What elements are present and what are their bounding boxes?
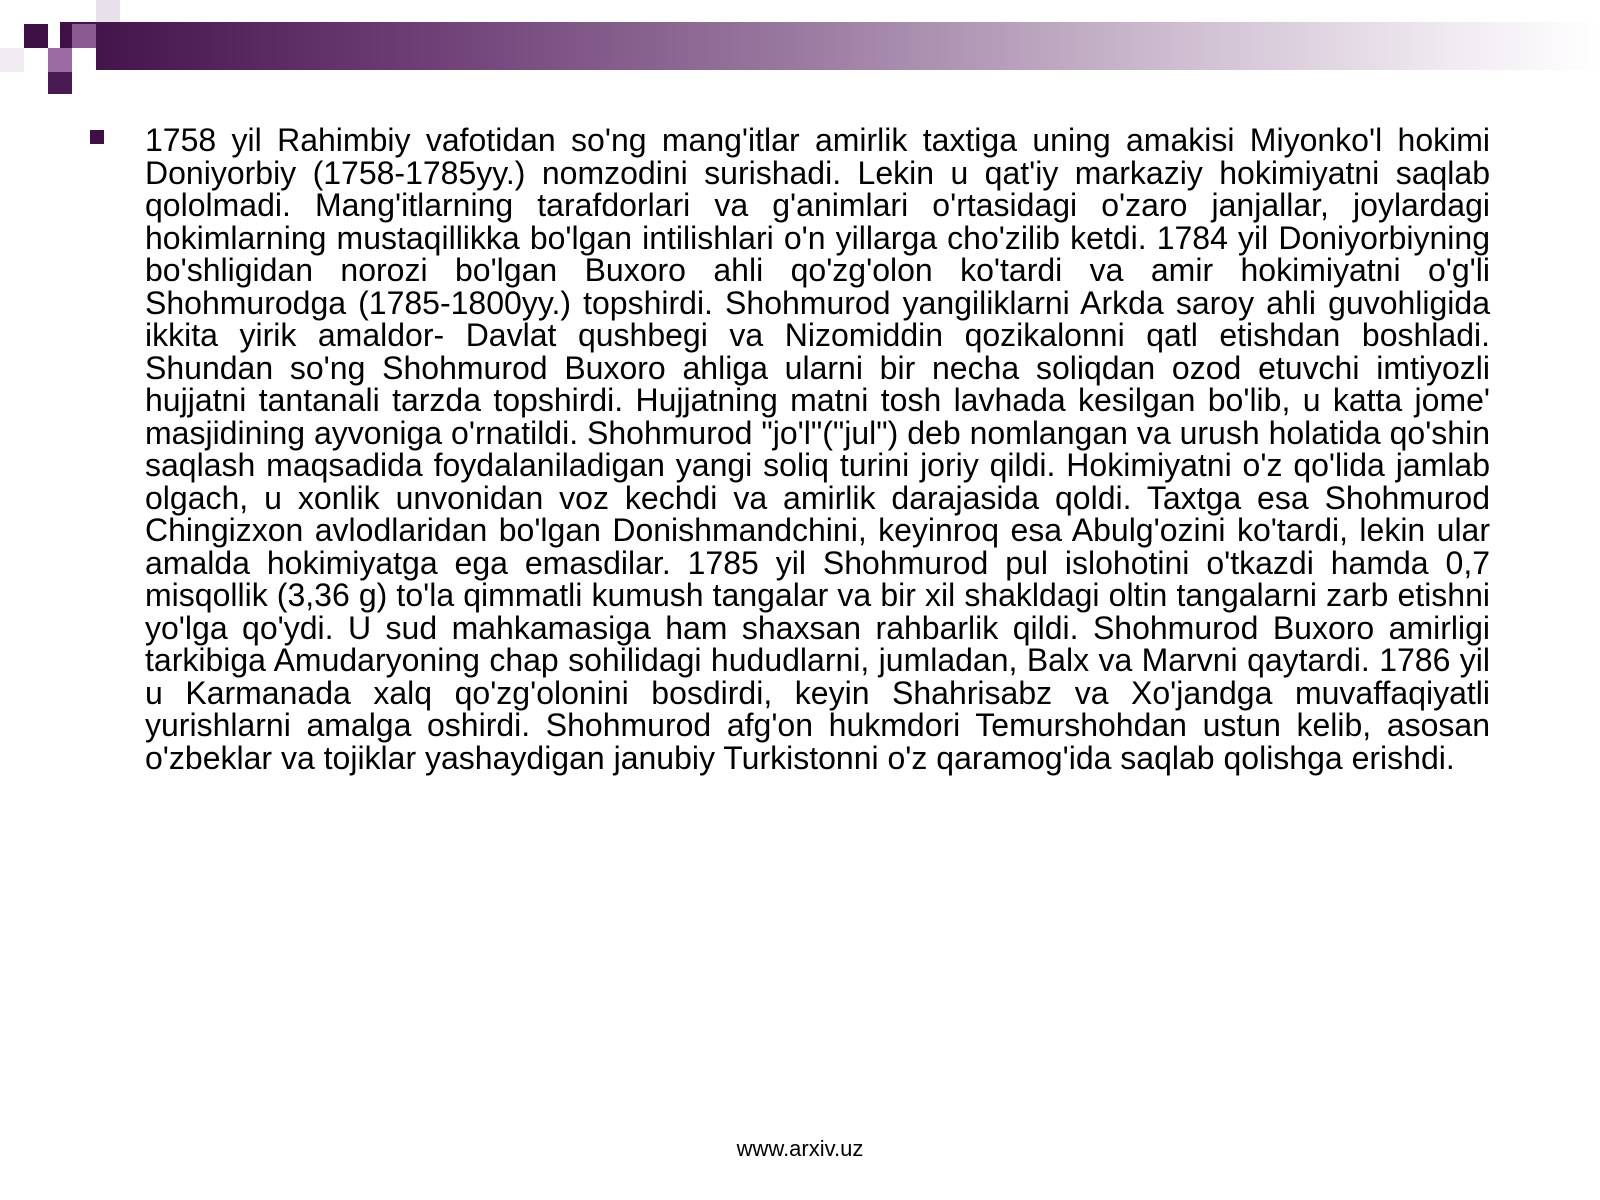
slide-body bbox=[90, 124, 1490, 806]
footer-url: www.arxiv.uz bbox=[736, 1136, 864, 1161]
decor-square bbox=[0, 48, 24, 72]
body-paragraph: 1758 yil Rahimbiy vafotidan so'ng mang'itlar amirlik taxtiga uning amakisi Miyonko'l hokimi Doniyorbiy (1758-1785yy.) nomzodini surishadi. Lekin u qat'iy markaziy hokimiyatni saqlab qololmadi. Mang'itlarning tarafdorlari va g'animlari o'rtasidagi o'zaro janjallar, joylardagi hokimlarning mustaqillikka bo'lgan intilishlari o'n yillarga cho'zilib ketdi. 1784 yil Doniyorbiyning bo'shligidan norozi bo'lgan Buxoro ahli qo'zg'olon ko'tardi va amir hokimiyatni o'g'li Shohmurodga (1785-1800yy.) topshirdi. Shohmurod yangiliklarni Arkda saroy ahli guvohligida ikkita yirik amaldor- Davlat qushbegi va Nizomiddin qozikalonni qatl etishdan boshladi. Shundan so'ng Shohmurod Buxoro ahliga ularni bir necha soliqdan ozod etuvchi imtiyozli hujjatni tantanali tarzda topshirdi. Hujjatning matni tosh lavhada kesilgan bo'lib, u katta jome' masjidining ayvoniga o'rnatildi. Shohmurod "jo'l"("jul") deb nomlangan va urush holatida qo'shin saqlash maqsadida foydalaniladigan yangi soliq turini joriy qildi. Hokimiyatni o'z qo'lida jamlab olgach, u xonlik unvonidan voz kechdi va amirlik darajasida qoldi. Taxtga esa Shohmurod Chingizxon avlodlaridan bo'lgan Donishmandchini, keyinroq esa Abulg'ozini ko'tardi, lekin ular amalda hokimiyatga ega emasdilar. 1785 yil Shohmurod pul islohotini o'tkazdi hamda 0,7 misqollik (3,36 g) to'la qimmatli kumush tangalar va bir xil shakldagi oltin tangalarni zarb etishni yo'lga qo'ydi. U sud mahkamasiga ham shaxsan rahbarlik qildi. Shohmurod Buxoro amirligi tarkibiga Amudaryoning chap sohilidagi hududlarni, jumladan, Balx va Marvni qaytardi. 1786 yil u Karmanada xalq qo'zg'olonini bosdirdi, keyin Shahrisabz va Xo'jandga muvaffaqiyatli yurishlarni amalga oshirdi. Shohmurod afg'on hukmdori Temurshohdan ustun kelib, asosan o'zbeklar va tojiklar yashaydigan janubiy Turkistonni o'z qaramog'ida saqlab qolishga erishdi. bbox=[145, 122, 1490, 776]
decor-square bbox=[72, 48, 96, 72]
bullet-square-icon bbox=[90, 130, 104, 144]
decor-square bbox=[72, 24, 96, 48]
decor-square bbox=[0, 0, 24, 24]
decor-square bbox=[24, 24, 48, 48]
decor-square bbox=[48, 72, 72, 94]
decor-square bbox=[96, 0, 120, 22]
header-gradient-band bbox=[60, 22, 1600, 70]
decor-square bbox=[48, 48, 72, 72]
